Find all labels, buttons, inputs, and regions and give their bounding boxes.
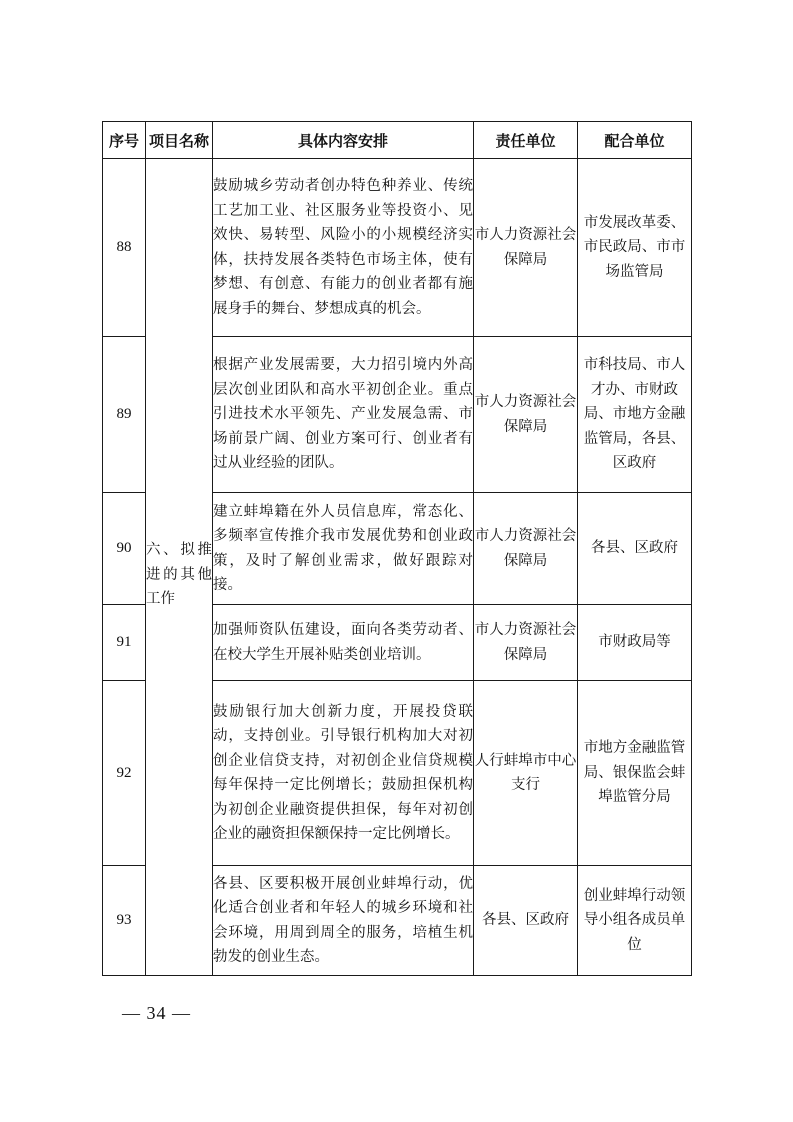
- row-cooperating-unit: 市科技局、市人才办、市财政局、市地方金融监管局，各县、区政府: [578, 337, 692, 493]
- row-cooperating-unit: 创业蚌埠行动领导小组各成员单位: [578, 866, 692, 976]
- row-responsible-unit: 市人力资源社会保障局: [474, 159, 578, 337]
- row-content: 根据产业发展需要，大力招引境内外高层次创业团队和高水平初创企业。重点引进技术水平领先、产业发展急需、市场前景广阔、创业方案可行、创业者有过从业经验的团队。: [213, 337, 474, 493]
- project-category: 六、拟推进的其他工作: [146, 542, 212, 608]
- header-responsible-unit: 责任单位: [474, 122, 578, 159]
- table-header-row: [103, 122, 692, 159]
- work-plan-table: [102, 121, 692, 976]
- row-responsible-unit: 各县、区政府: [474, 866, 578, 976]
- row-content: 加强师资队伍建设，面向各类劳动者、在校大学生开展补贴类创业培训。: [213, 605, 474, 681]
- row-content: 各县、区要积极开展创业蚌埠行动，优化适合创业者和年轻人的城乡环境和社会环境，用周到周全的服务，培植生机勃发的创业生态。: [213, 866, 474, 976]
- row-number: 89: [103, 337, 146, 493]
- header-project-name: 项目名称: [146, 122, 213, 159]
- header-content: 具体内容安排: [213, 122, 474, 159]
- project-category-cell: [146, 159, 213, 976]
- header-cooperating-unit: 配合单位: [578, 122, 692, 159]
- row-responsible-unit: 人行蚌埠市中心支行: [474, 681, 578, 866]
- row-cooperating-unit: 市发展改革委、市民政局、市市场监管局: [578, 159, 692, 337]
- row-cooperating-unit: 各县、区政府: [578, 493, 692, 605]
- row-responsible-unit: 市人力资源社会保障局: [474, 605, 578, 681]
- row-cooperating-unit: 市地方金融监管局、银保监会蚌埠监管分局: [578, 681, 692, 866]
- row-content: 建立蚌埠籍在外人员信息库，常态化、多频率宣传推介我市发展优势和创业政策，及时了解创业需求，做好跟踪对接。: [213, 493, 474, 605]
- page-number: — 34 —: [122, 1003, 191, 1023]
- row-number: 92: [103, 681, 146, 866]
- row-cooperating-unit: 市财政局等: [578, 605, 692, 681]
- row-number: 91: [103, 605, 146, 681]
- row-number: 90: [103, 493, 146, 605]
- row-content: 鼓励银行加大创新力度，开展投贷联动，支持创业。引导银行机构加大对初创企业信贷支持，对初创企业信贷规模每年保持一定比例增长；鼓励担保机构为初创企业融资提供担保，每年对初创企业的融资担保额保持一定比例增长。: [213, 681, 474, 866]
- row-content: 鼓励城乡劳动者创办特色种养业、传统工艺加工业、社区服务业等投资小、见效快、易转型、风险小的小规模经济实体，扶持发展各类特色市场主体，使有梦想、有创意、有能力的创业者都有施展身手的舞台、梦想成真的机会。: [213, 159, 474, 337]
- row-number: 93: [103, 866, 146, 976]
- row-responsible-unit: 市人力资源社会保障局: [474, 337, 578, 493]
- row-responsible-unit: 市人力资源社会保障局: [474, 493, 578, 605]
- table-row: [103, 159, 692, 337]
- header-number: 序号: [103, 122, 146, 159]
- row-number: 88: [103, 159, 146, 337]
